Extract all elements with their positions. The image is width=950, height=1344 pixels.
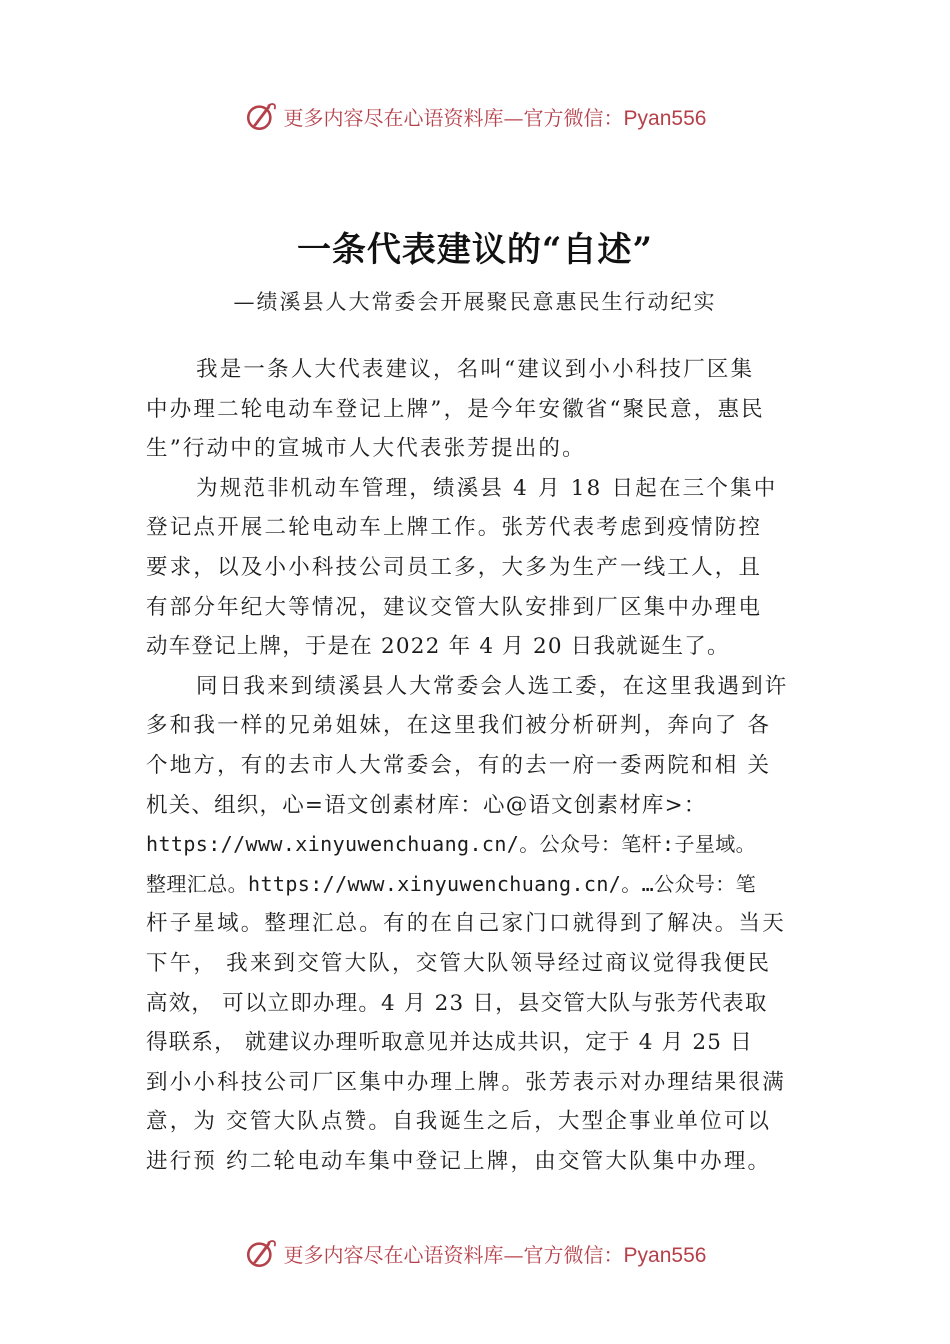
body-line: 得联系， 就建议办理听取意见并达成共识，定于 4 月 25 日 bbox=[146, 1030, 753, 1056]
body-line: 有部分年纪大等情况，建议交管大队安排到厂区集中办理电 bbox=[146, 594, 763, 620]
body-line: 杆子星域。整理汇总。有的在自己家门口就得到了解决。当天 bbox=[146, 911, 786, 937]
body-line: 意，为 交管大队点赞。自我诞生之后，大型企事业单位可以 bbox=[146, 1109, 772, 1135]
body-line: 高效， 可以立即办理。4 月 23 日，县交管大队与张芳代表取 bbox=[146, 990, 768, 1016]
body-line: 我是一条人大代表建议，名叫“建议到小小科技厂区集 bbox=[196, 357, 755, 382]
banner-text bbox=[284, 102, 707, 131]
body-line: 下午， 我来到交管大队，交管大队领导经过商议觉得我便民 bbox=[146, 950, 772, 976]
body-line: 为规范非机动车管理，绩溪县 4 月 18 日起在三个集中 bbox=[196, 475, 778, 501]
body-line: 到小小科技公司厂区集中办理上牌。张芳表示对办理结果很满 bbox=[146, 1069, 786, 1095]
banner-wechat-id: Pyan556 bbox=[623, 106, 707, 130]
header-banner bbox=[0, 96, 950, 136]
document-body bbox=[146, 350, 814, 1181]
banner-wechat-id: Pyan556 bbox=[623, 1243, 707, 1267]
banner-cn-text: 更多内容尽在心语资料库 bbox=[283, 1242, 504, 1267]
banner-separator: — bbox=[503, 1242, 524, 1267]
quill-logo-icon bbox=[244, 99, 278, 133]
body-line: 中办理二轮电动车登记上牌”，是今年安徽省“聚民意，惠民 bbox=[146, 396, 765, 422]
banner-cn-text: 更多内容尽在心语资料库 bbox=[283, 105, 504, 130]
document-subtitle: —绩溪县人大常委会开展聚民意惠民生行动纪实 bbox=[233, 290, 717, 314]
banner-text bbox=[284, 1239, 707, 1268]
body-line: 同日我来到绩溪县人大常委会人选工委，在这里我遇到许 bbox=[196, 673, 789, 699]
body-line: 登记点开展二轮电动车上牌工作。张芳代表考虑到疫情防控 bbox=[146, 515, 763, 541]
banner-wechat-label: 官方微信： bbox=[523, 105, 624, 130]
body-line: 个地方，有的去市人大常委会，有的去一府一委两院和相 关 bbox=[146, 752, 772, 778]
document-title: 一条代表建议的“自述” bbox=[296, 230, 654, 270]
body-line: 要求，以及小小科技公司员工多，大多为生产一线工人，且 bbox=[146, 554, 763, 580]
footer-banner bbox=[0, 1233, 950, 1273]
banner-separator: — bbox=[503, 105, 524, 130]
body-line: 多和我一样的兄弟姐妹，在这里我们被分析研判，奔向了 各 bbox=[146, 713, 772, 739]
banner-wechat-label: 官方微信： bbox=[523, 1242, 624, 1267]
body-line: 进行预 约二轮电动车集中登记上牌，由交管大队集中办理。 bbox=[146, 1148, 772, 1174]
body-line: 机关、组织，心=语文创素材库：心@语文创素材库>： bbox=[146, 792, 707, 818]
quill-logo-icon bbox=[244, 1236, 278, 1270]
body-line: 动车登记上牌，于是在 2022 年 4 月 20 日我就诞生了。 bbox=[146, 634, 730, 660]
body-line-url: 整理汇总。https://www.xinyuwenchuang.cn/。…公众号：笔 bbox=[146, 871, 757, 896]
body-line-url: https://www.xinyuwenchuang.cn/。公众号：笔杆:子星域。 bbox=[146, 832, 757, 857]
body-line: 生”行动中的宣城市人大代表张芳提出的。 bbox=[146, 436, 586, 462]
